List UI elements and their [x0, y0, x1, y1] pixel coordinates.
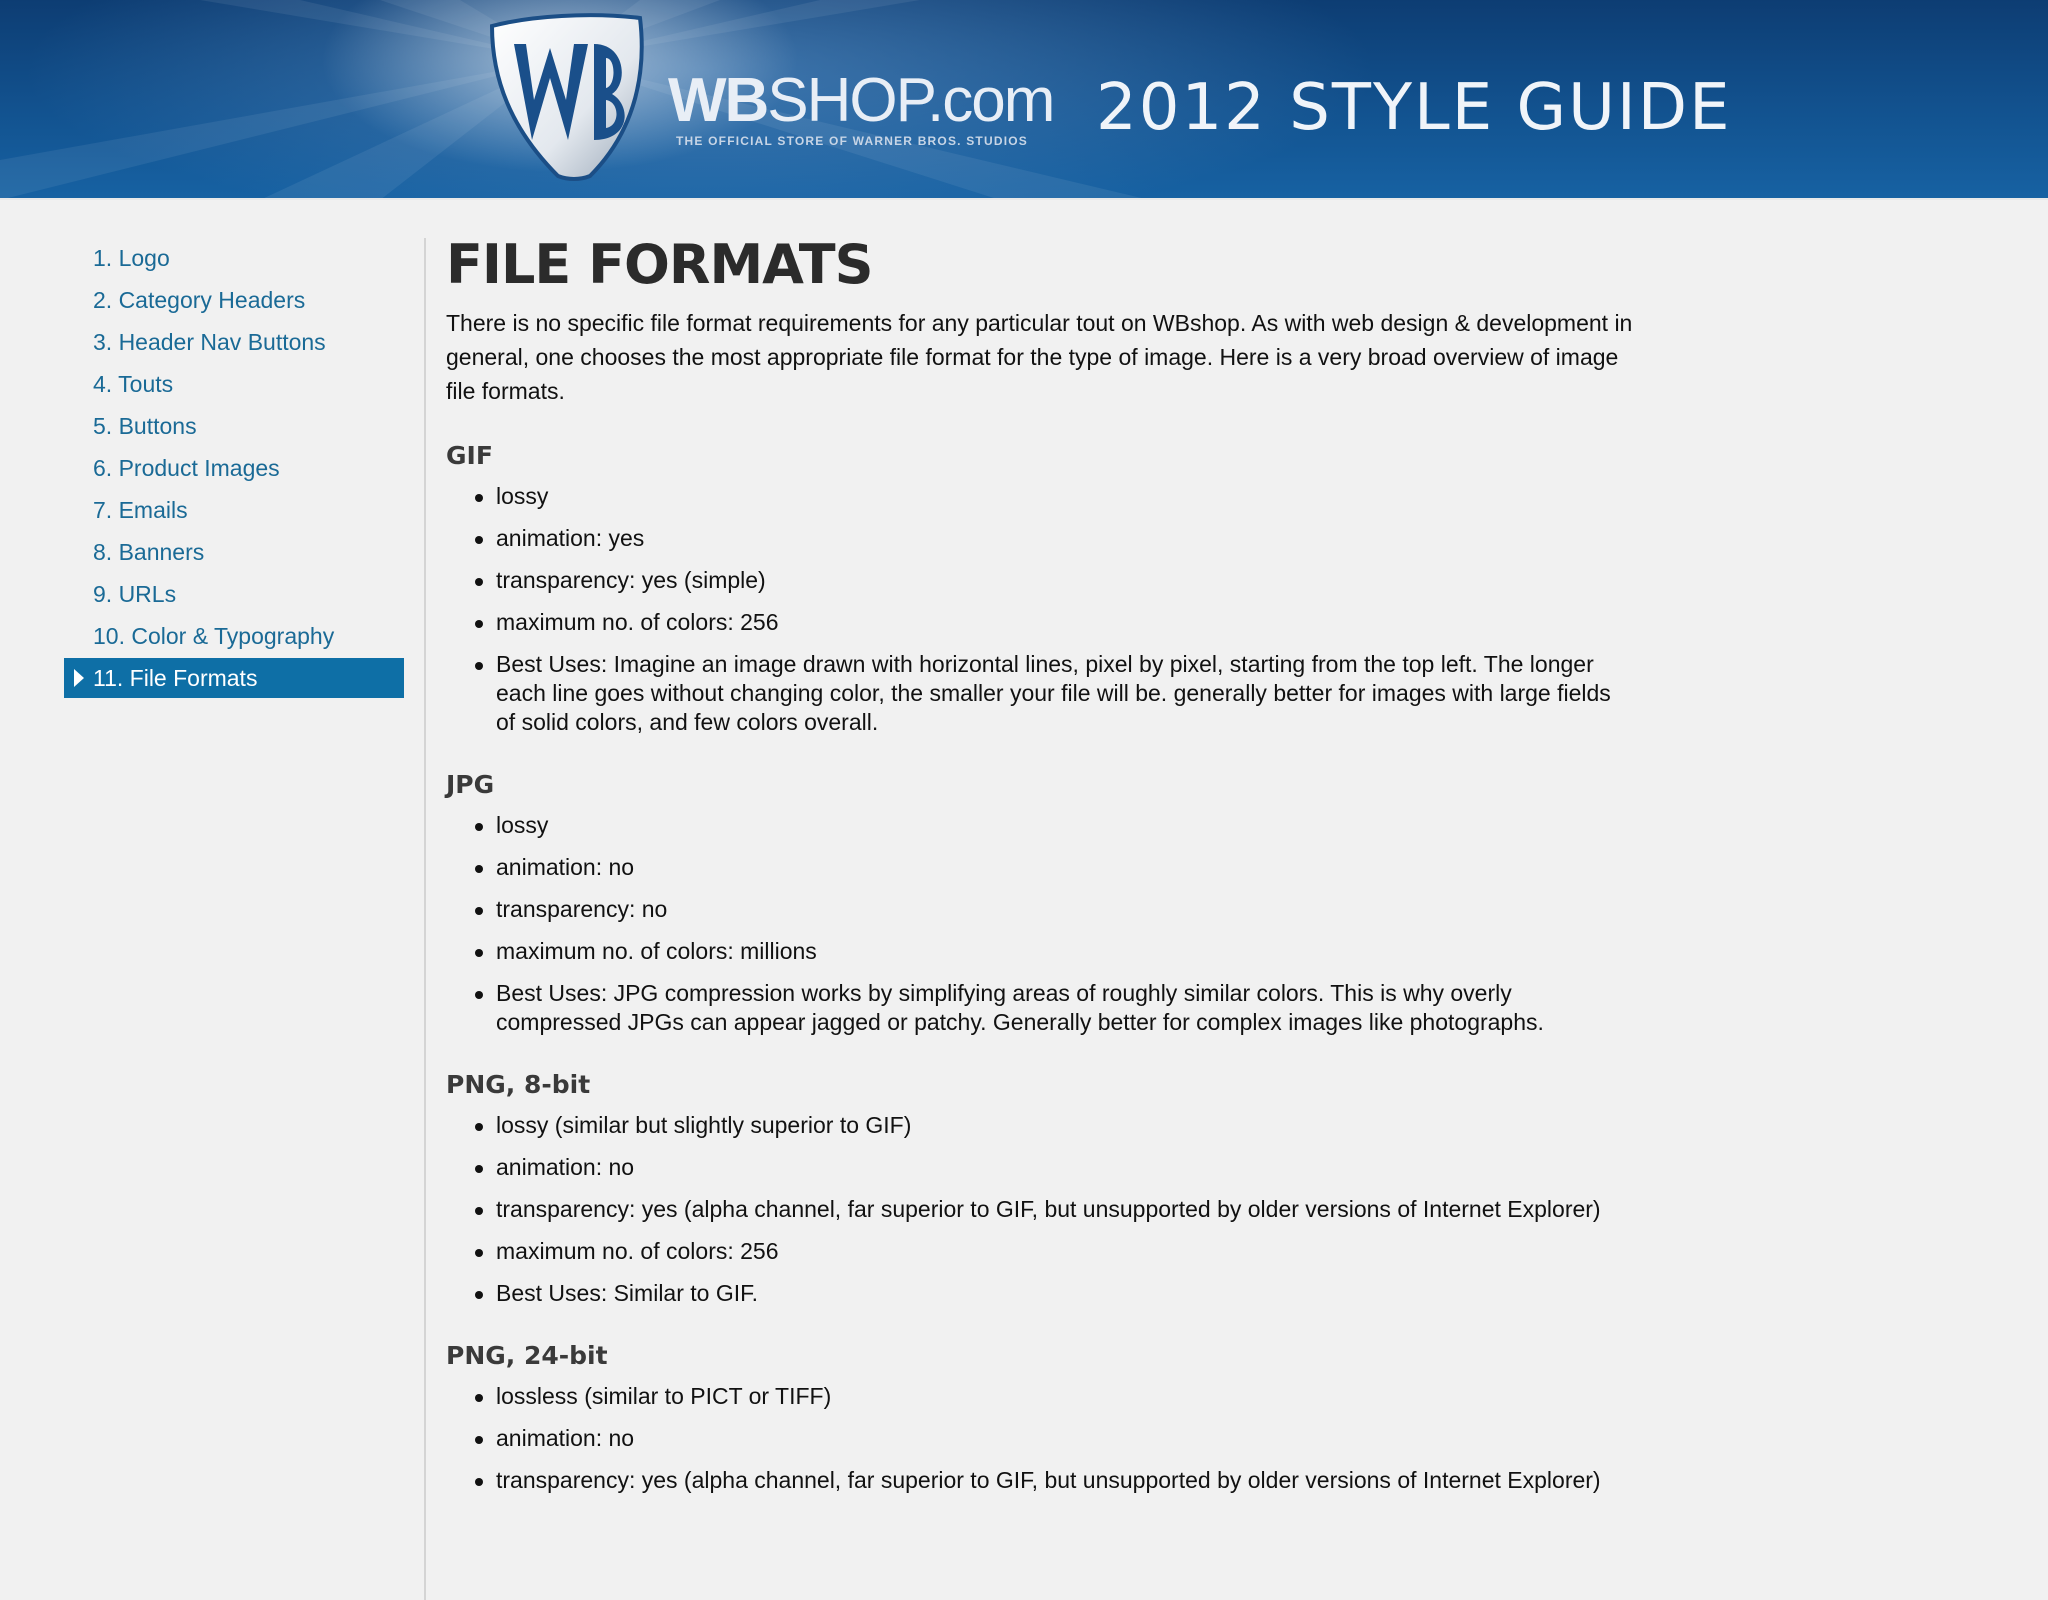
sidebar-nav — [64, 238, 404, 700]
list-item: transparency: yes (alpha channel, far superior to GIF, but unsupported by older versions of Internet Explorer) — [446, 1195, 1636, 1224]
sidebar-item-label: 9. URLs — [93, 581, 177, 607]
list-item: transparency: no — [446, 895, 1636, 924]
sidebar-item-emails[interactable] — [64, 490, 404, 530]
sidebar-item-touts[interactable] — [64, 364, 404, 404]
sidebar-item-file-formats[interactable] — [64, 658, 404, 698]
nav-list — [64, 238, 404, 698]
section-heading-png-24bit: PNG, 24-bit — [446, 1341, 608, 1370]
active-arrow-icon — [74, 669, 84, 687]
sidebar-item-label: 3. Header Nav Buttons — [93, 329, 326, 355]
brand-tagline: THE OFFICIAL STORE OF WARNER BROS. STUDIOS — [676, 134, 1028, 148]
brand-name-light: SHOP.com — [767, 66, 1054, 135]
list-item: animation: no — [446, 1153, 1636, 1182]
list-item: maximum no. of colors: millions — [446, 937, 1636, 966]
sidebar-item-label: 10. Color & Typography — [93, 623, 335, 649]
png8-list — [446, 1111, 1636, 1308]
list-item: lossy — [446, 482, 1636, 511]
sidebar-item-label: 7. Emails — [93, 497, 188, 523]
section-heading-png-8bit: PNG, 8-bit — [446, 1070, 591, 1099]
header-banner — [0, 0, 2048, 200]
gif-list — [446, 482, 1636, 737]
sidebar-item-label: 2. Category Headers — [93, 287, 306, 313]
list-item: Best Uses: JPG compression works by simplifying areas of roughly similar colors. This is why overly compressed JPGs can appear jagged or patchy. Generally better for complex images like photographs. — [446, 979, 1636, 1037]
sidebar-item-label: 6. Product Images — [93, 455, 280, 481]
list-item: lossy — [446, 811, 1636, 840]
sidebar-item-label: 11. File Formats — [93, 665, 258, 691]
sidebar-item-category-headers[interactable] — [64, 280, 404, 320]
brand-name-bold: WB — [668, 66, 768, 135]
list-item: transparency: yes (alpha channel, far superior to GIF, but unsupported by older versions of Internet Explorer) — [446, 1466, 1636, 1495]
list-item: animation: yes — [446, 524, 1636, 553]
sidebar-divider — [424, 238, 426, 1600]
list-item: maximum no. of colors: 256 — [446, 608, 1636, 637]
png24-list — [446, 1382, 1636, 1495]
jpg-list — [446, 811, 1636, 1037]
intro-paragraph: There is no specific file format requirements for any particular tout on WBshop. As with web design & development in general, one chooses the most appropriate file format for the type of image. Here is a very broad overview of image file formats. — [446, 310, 1633, 404]
list-item: maximum no. of colors: 256 — [446, 1237, 1636, 1266]
sidebar-item-label: 4. Touts — [93, 371, 174, 397]
sidebar-item-color-typography[interactable] — [64, 616, 404, 656]
sidebar-item-urls[interactable] — [64, 574, 404, 614]
list-item: lossy (similar but slightly superior to GIF) — [446, 1111, 1636, 1140]
list-item: Best Uses: Similar to GIF. — [446, 1279, 1636, 1308]
list-item: animation: no — [446, 1424, 1636, 1453]
sidebar-item-header-nav-buttons[interactable] — [64, 322, 404, 362]
sidebar-item-banners[interactable] — [64, 532, 404, 572]
main-content — [446, 232, 1636, 1508]
list-item: lossless (similar to PICT or TIFF) — [446, 1382, 1636, 1411]
sidebar-item-label: 5. Buttons — [93, 413, 197, 439]
sidebar-item-label: 8. Banners — [93, 539, 205, 565]
section-heading-jpg: JPG — [446, 770, 495, 799]
list-item: Best Uses: Imagine an image drawn with horizontal lines, pixel by pixel, starting from the top left. The longer each line goes without changing color, the smaller your file will be. generally better for images with large fields of solid colors, and few colors overall. — [446, 650, 1636, 737]
brand-wordmark — [668, 66, 1054, 148]
brand-name — [668, 66, 1054, 135]
sidebar-item-logo[interactable] — [64, 238, 404, 278]
wb-shield-logo — [470, 8, 670, 184]
list-item: transparency: yes (simple) — [446, 566, 1636, 595]
guide-title: 2012 STYLE GUIDE — [1096, 71, 1732, 145]
banner-divider — [0, 198, 2048, 200]
page-title: FILE FORMATS — [446, 233, 873, 296]
section-heading-gif: GIF — [446, 441, 493, 470]
sidebar-item-label: 1. Logo — [93, 245, 170, 271]
list-item: animation: no — [446, 853, 1636, 882]
sidebar-item-buttons[interactable] — [64, 406, 404, 446]
sidebar-item-product-images[interactable] — [64, 448, 404, 488]
